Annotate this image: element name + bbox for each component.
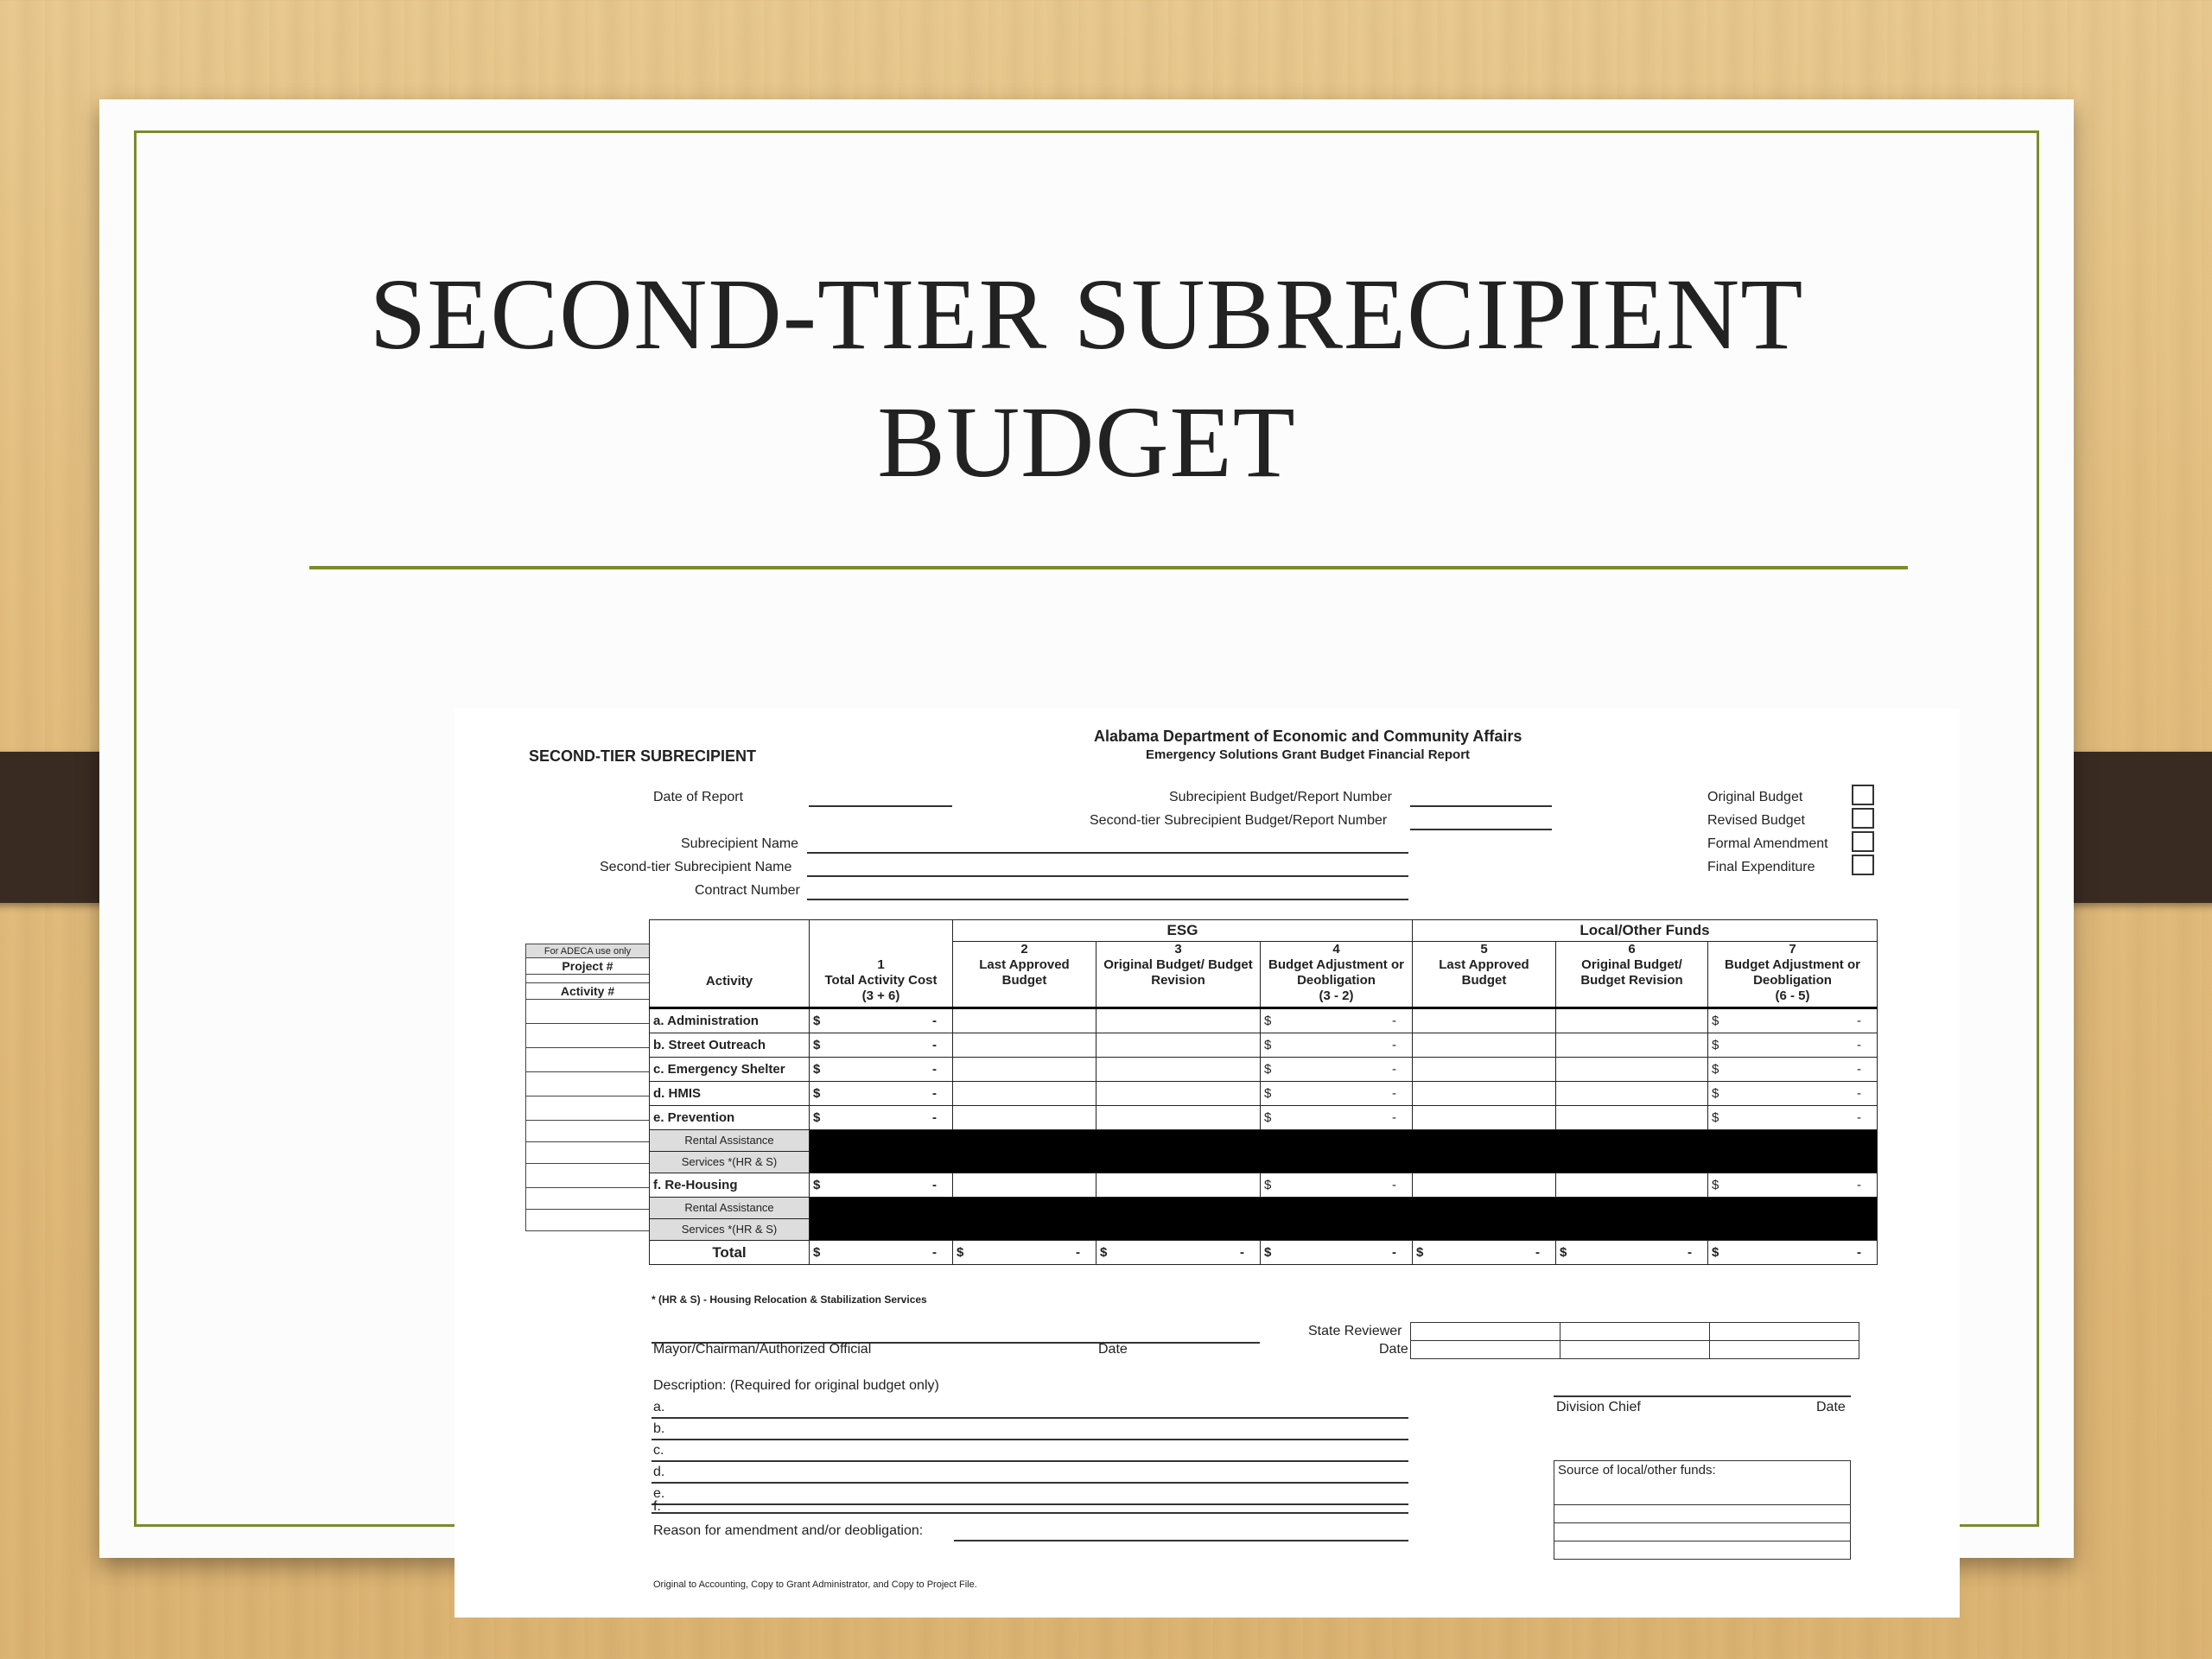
revised-budget-checkbox <box>1852 808 1874 829</box>
col6-number: 6 <box>1628 942 1636 957</box>
footnote: * (HR & S) - Housing Relocation & Stabilization Services <box>652 1294 927 1306</box>
total-col6: $ - <box>1556 1241 1708 1265</box>
subrecipient-name-line <box>807 852 1408 854</box>
col1-header <box>810 920 953 1008</box>
original-budget-label: Original Budget <box>1707 790 1803 804</box>
total-cell: $ - <box>810 1058 953 1082</box>
total-cell: $ - <box>810 1173 953 1198</box>
esg-adjust-cell: $ - <box>1261 1106 1413 1130</box>
local-adjust-cell: $ - <box>1708 1008 1878 1033</box>
total-cell: $ - <box>810 1008 953 1033</box>
col3-number: 3 <box>1174 942 1182 957</box>
slide-title-line1: SECOND-TIER SUBRECIPIENT <box>369 257 1804 371</box>
row-label: e. Prevention <box>650 1106 810 1130</box>
row-rehousing <box>650 1173 1878 1198</box>
slide-title <box>99 251 2074 506</box>
total-col3: $ - <box>1096 1241 1261 1265</box>
total-col5: $ - <box>1413 1241 1556 1265</box>
source-funds-table <box>1554 1460 1851 1560</box>
adeca-row <box>526 1142 650 1164</box>
desc-line-f: f. <box>653 1499 661 1514</box>
source-funds-label: Source of local/other funds: <box>1554 1461 1851 1505</box>
row-emergency-shelter <box>650 1058 1878 1082</box>
binder-clip-right <box>2061 752 2212 903</box>
final-expenditure-checkbox <box>1852 855 1874 875</box>
activity-header: Activity <box>650 920 810 1008</box>
desc-rule <box>652 1439 1408 1440</box>
subrecipient-budget-number-label: Subrecipient Budget/Report Number <box>1169 790 1392 804</box>
col7-label: Budget Adjustment or Deobligation <box>1725 957 1860 988</box>
desc-line-c: c. <box>653 1443 664 1458</box>
desc-rule <box>652 1482 1408 1484</box>
adeca-row <box>526 1024 650 1048</box>
budget-form-image <box>454 709 1960 1618</box>
row-label: c. Emergency Shelter <box>650 1058 810 1082</box>
activity-number-label: Activity # <box>526 983 650 1000</box>
adeca-row <box>526 1096 650 1121</box>
reviewer-table <box>1410 1322 1859 1359</box>
total-cell: $ - <box>810 1106 953 1130</box>
rental-assistance-label: Rental Assistance <box>650 1130 810 1152</box>
total-label: Total <box>650 1241 810 1265</box>
total-cell: $ - <box>810 1033 953 1058</box>
col1-number: 1 <box>877 957 885 972</box>
official-label: Mayor/Chairman/Authorized Official <box>653 1342 872 1357</box>
adeca-use-table <box>525 944 650 1231</box>
description-label: Description: (Required for original budget only) <box>653 1378 939 1393</box>
contract-number-label: Contract Number <box>695 883 800 898</box>
second-tier-budget-number-label: Second-tier Subrecipient Budget/Report Number <box>1090 813 1388 828</box>
adeca-row <box>526 1164 650 1188</box>
adeca-row <box>526 1072 650 1096</box>
col1-formula: (3 + 6) <box>861 988 900 1003</box>
desc-line-d: d. <box>653 1465 665 1479</box>
total-col4: $ - <box>1261 1241 1413 1265</box>
desc-line-a: a. <box>653 1400 665 1414</box>
blacked-out-cells <box>810 1198 1878 1241</box>
adeca-use-only: For ADECA use only <box>526 944 650 958</box>
desc-rule <box>652 1512 1408 1514</box>
col6-header <box>1556 942 1708 1008</box>
col5-header <box>1413 942 1556 1008</box>
col7-header <box>1708 942 1878 1008</box>
division-chief-label: Division Chief <box>1556 1400 1641 1414</box>
formal-amendment-label: Formal Amendment <box>1707 836 1828 851</box>
col5-label: Last Approved Budget <box>1439 957 1529 988</box>
source-row <box>1554 1523 1851 1541</box>
total-cell: $ - <box>810 1082 953 1106</box>
adeca-spacer <box>526 975 650 983</box>
adeca-row <box>526 1210 650 1231</box>
desc-line-e: e. <box>653 1486 665 1501</box>
col4-formula: (3 - 2) <box>1319 988 1354 1003</box>
esg-adjust-cell: $ - <box>1261 1082 1413 1106</box>
esg-adjust-cell: $ - <box>1261 1008 1413 1033</box>
total-col7: $ - <box>1708 1241 1878 1265</box>
esg-adjust-cell: $ - <box>1261 1033 1413 1058</box>
division-chief-line <box>1554 1395 1851 1397</box>
budget-table <box>649 919 1878 1265</box>
desc-rule <box>652 1460 1408 1462</box>
desc-rule <box>652 1417 1408 1419</box>
row-hmis <box>650 1082 1878 1106</box>
rental-assistance-label: Rental Assistance <box>650 1198 810 1219</box>
col6-label: Original Budget/ Budget Revision <box>1580 957 1683 988</box>
source-row <box>1554 1541 1851 1560</box>
subrecipient-budget-number-line <box>1410 805 1552 807</box>
adeca-row <box>526 1000 650 1024</box>
project-number-label: Project # <box>526 958 650 975</box>
local-adjust-cell: $ - <box>1708 1106 1878 1130</box>
state-reviewer-label: State Reviewer <box>1308 1324 1402 1338</box>
subrecipient-name-label: Subrecipient Name <box>681 836 799 851</box>
row-label: d. HMIS <box>650 1082 810 1106</box>
blacked-out-cells <box>810 1130 1878 1173</box>
revised-budget-label: Revised Budget <box>1707 813 1805 828</box>
services-label: Services *(HR & S) <box>650 1152 810 1173</box>
row-prevention <box>650 1106 1878 1130</box>
total-col1: $ - <box>810 1241 953 1265</box>
second-tier-name-line <box>807 875 1408 877</box>
original-budget-checkbox <box>1852 785 1874 805</box>
row-prevention-rental <box>650 1130 1878 1152</box>
row-rehousing-rental <box>650 1198 1878 1219</box>
date-of-report-line <box>809 805 952 807</box>
col4-label: Budget Adjustment or Deobligation <box>1268 957 1404 988</box>
local-funds-group-header: Local/Other Funds <box>1413 920 1878 942</box>
distribution-note: Original to Accounting, Copy to Grant Administrator, and Copy to Project File. <box>653 1580 977 1590</box>
reason-line <box>954 1540 1408 1541</box>
col4-header <box>1261 942 1413 1008</box>
form-corner-label: SECOND-TIER SUBRECIPIENT <box>529 747 757 765</box>
esg-group-header: ESG <box>953 920 1413 942</box>
title-divider <box>309 566 1908 569</box>
adeca-row <box>526 1048 650 1072</box>
total-col2: $ - <box>953 1241 1096 1265</box>
reviewer-date-label: Date <box>1379 1342 1408 1357</box>
date-of-report-label: Date of Report <box>653 790 744 804</box>
col3-label: Original Budget/ Budget Revision <box>1103 957 1253 988</box>
col3-header <box>1096 942 1261 1008</box>
final-expenditure-label: Final Expenditure <box>1707 860 1815 874</box>
esg-adjust-cell: $ - <box>1261 1058 1413 1082</box>
formal-amendment-checkbox <box>1852 831 1874 852</box>
adeca-row <box>526 1121 650 1142</box>
row-street-outreach <box>650 1033 1878 1058</box>
local-adjust-cell: $ - <box>1708 1173 1878 1198</box>
local-adjust-cell: $ - <box>1708 1082 1878 1106</box>
slide-title-line2: BUDGET <box>877 385 1296 499</box>
col7-formula: (6 - 5) <box>1775 988 1810 1003</box>
official-date-label: Date <box>1098 1342 1128 1357</box>
second-tier-name-label: Second-tier Subrecipient Name <box>600 860 792 874</box>
row-label: b. Street Outreach <box>650 1033 810 1058</box>
adeca-row <box>526 1188 650 1210</box>
row-administration <box>650 1008 1878 1033</box>
col2-header <box>953 942 1096 1008</box>
reason-label: Reason for amendment and/or deobligation: <box>653 1523 924 1538</box>
report-title: Emergency Solutions Grant Budget Financial Report <box>1146 747 1471 762</box>
col5-number: 5 <box>1480 942 1488 957</box>
col2-number: 2 <box>1020 942 1028 957</box>
division-chief-date-label: Date <box>1816 1400 1846 1414</box>
desc-rule <box>652 1503 1408 1505</box>
agency-name: Alabama Department of Economic and Community Affairs <box>1094 728 1522 745</box>
second-tier-budget-number-line <box>1410 829 1552 830</box>
services-label: Services *(HR & S) <box>650 1219 810 1241</box>
col7-number: 7 <box>1789 942 1796 957</box>
source-row <box>1554 1505 1851 1523</box>
desc-line-b: b. <box>653 1421 665 1436</box>
col4-number: 4 <box>1332 942 1340 957</box>
slide <box>99 99 2074 1590</box>
row-label: f. Re-Housing <box>650 1173 810 1198</box>
row-total <box>650 1241 1878 1265</box>
local-adjust-cell: $ - <box>1708 1033 1878 1058</box>
contract-number-line <box>807 899 1408 900</box>
col2-label: Last Approved Budget <box>979 957 1070 988</box>
local-adjust-cell: $ - <box>1708 1058 1878 1082</box>
esg-adjust-cell: $ - <box>1261 1173 1413 1198</box>
row-label: a. Administration <box>650 1008 810 1033</box>
col1-label: Total Activity Cost <box>824 973 938 988</box>
